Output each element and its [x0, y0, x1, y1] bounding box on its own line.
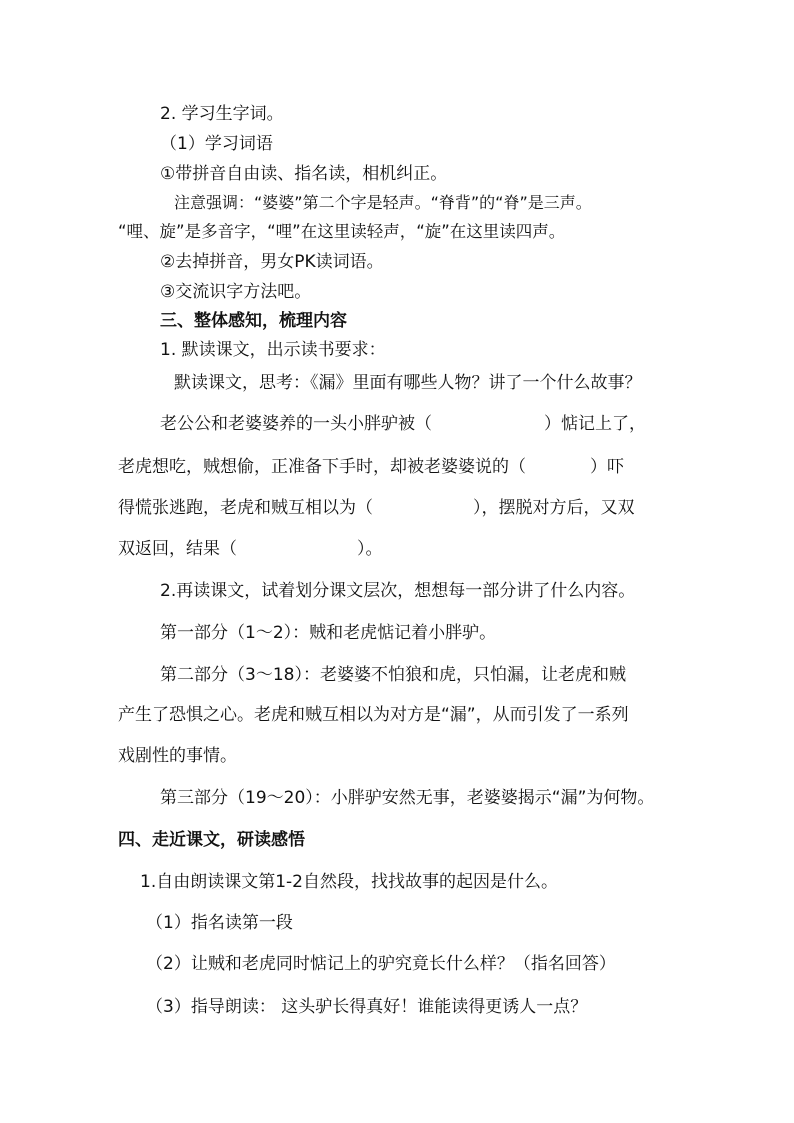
fill-text: 老公公和老婆婆养的一头小胖驴被（ — [160, 414, 432, 434]
fill-blank-line-3 — [118, 497, 635, 519]
pronunciation-note-cont: “哩、旋”是多音字，“哩”在这里读轻声，“旋”在这里读四声。 — [118, 222, 566, 241]
part-1: 第一部分（1～2）：贼和老虎惦记着小胖驴。 — [160, 623, 497, 643]
part-2-cont: 产生了恐惧之心。老虎和贼互相以为对方是“漏”，从而引发了一系列 — [118, 705, 629, 725]
step-item-2: ②去掉拼音，男女PK读词语。 — [160, 252, 384, 272]
fill-text: 双返回，结果（ — [118, 539, 237, 559]
fill-blank-line-4 — [118, 538, 383, 560]
section-4-heading: 四、走近课文，研读感悟 — [118, 830, 305, 850]
reading-requirement: 默读课文，思考：《漏》里面有哪些人物？讲了一个什么故事？ — [174, 373, 642, 393]
task-2-heading: 2.再读课文，试着划分课文层次，想想每一部分讲了什么内容。 — [160, 581, 636, 601]
step-item-1: ①带拼音自由读、指名读，相机纠正。 — [160, 164, 448, 184]
section-3-heading: 三、整体感知，梳理内容 — [160, 311, 347, 331]
fill-text: ），摆脱对方后，又双 — [473, 498, 635, 518]
fill-blank-line-2 — [118, 456, 624, 478]
fill-blank-line-1 — [160, 413, 646, 435]
subtask-2: （2）让贼和老虎同时惦记上的驴究竟长什么样？（指名回答） — [146, 954, 616, 974]
subtask-3: （3）指导朗读： 这头驴长得真好！谁能读得更诱人一点？ — [146, 997, 588, 1017]
fill-text: 得慌张逃跑，老虎和贼互相以为（ — [118, 498, 373, 518]
pronunciation-note: 注意强调：“婆婆”第二个字是轻声。“脊背”的“脊”是三声。 — [174, 193, 592, 212]
part-3: 第三部分（19～20）：小胖驴安然无事，老婆婆揭示“漏”为何物。 — [160, 788, 655, 808]
substep-1-heading: （1）学习词语 — [160, 134, 273, 154]
part-2: 第二部分（3～18）：老婆婆不怕狼和虎，只怕漏，让老虎和贼 — [160, 665, 626, 685]
step-item-3: ③交流识字方法吧。 — [160, 282, 312, 302]
task-1-section-4: 1.自由朗读课文第1-2自然段，找找故事的起因是什么。 — [140, 872, 558, 892]
task-1-heading: 1. 默读课文，出示读书要求： — [160, 340, 386, 360]
fill-text: ）惦记上了， — [544, 414, 646, 434]
fill-text: 老虎想吃，贼想偷，正准备下手时，却被老婆婆说的（ — [118, 457, 526, 477]
fill-text: ）吓 — [590, 457, 624, 477]
subtask-1: （1）指名读第一段 — [146, 913, 293, 933]
part-2-end: 戏剧性的事情。 — [118, 746, 237, 766]
step-2-heading: 2. 学习生字词。 — [160, 104, 284, 124]
fill-text: ）。 — [357, 539, 383, 559]
